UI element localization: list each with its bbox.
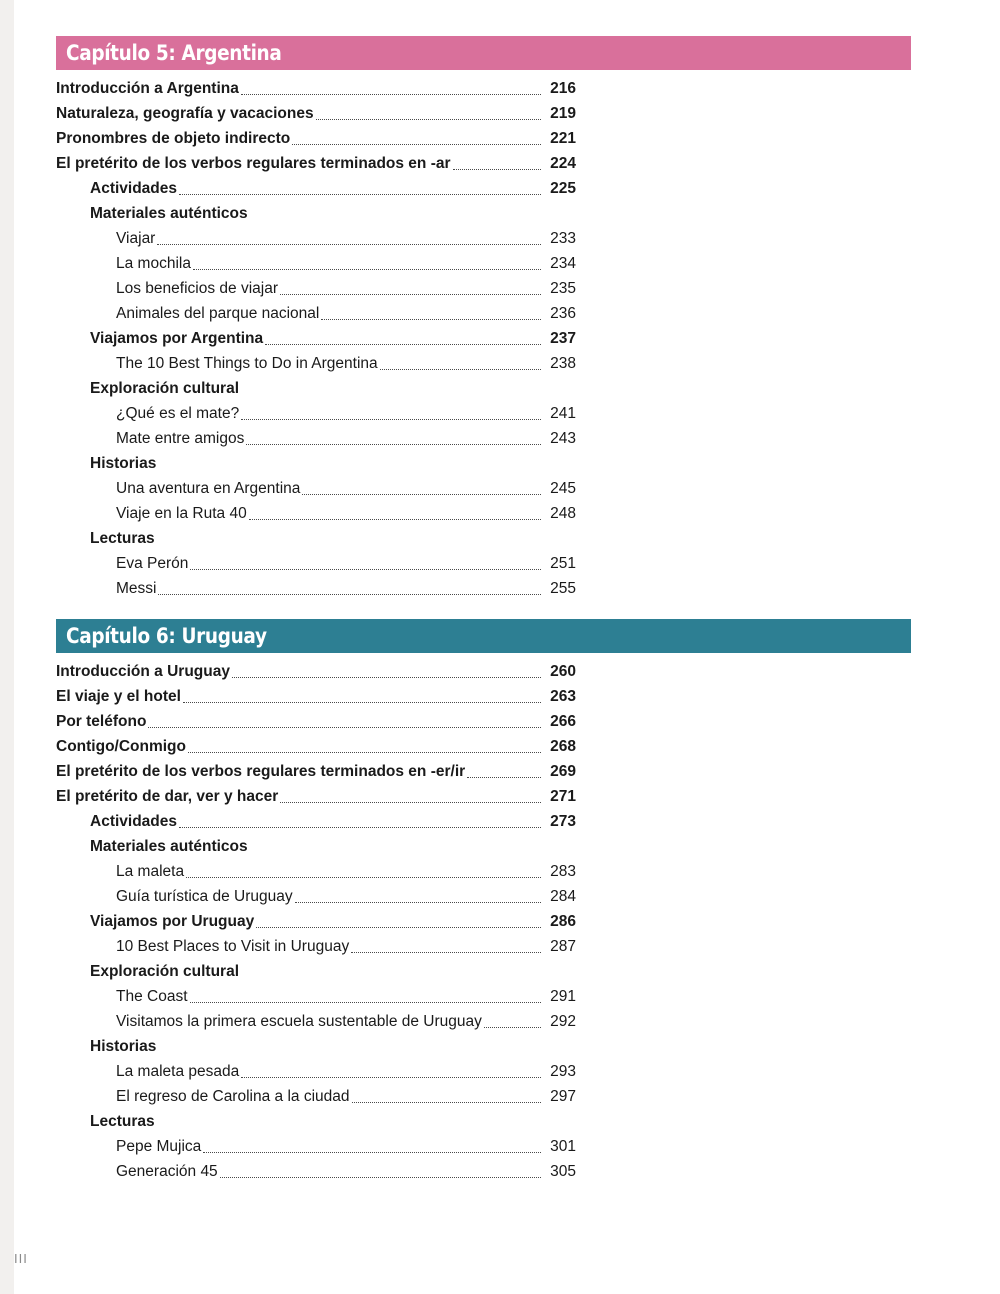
toc-leader-dots [241,1076,541,1078]
toc-entry-page-number: 237 [550,330,576,347]
toc-entry-label: Viajamos por Uruguay [90,913,255,930]
toc-entry-page-number: 284 [550,888,576,905]
toc-entry[interactable] [56,151,916,176]
toc-entry-row [56,76,576,101]
toc-entry-label: Mate entre amigos [116,430,245,447]
toc-entry-page-number: 216 [550,80,576,97]
toc-entry[interactable] [56,734,916,759]
toc-entry-row [116,551,576,576]
toc-entry-label: The 10 Best Things to Do in Argentina [116,355,378,372]
toc-entry-row [116,1009,576,1034]
toc-entry-page-number: 266 [550,713,576,730]
toc-entry-row [56,709,576,734]
toc-entry-list [56,76,916,601]
toc-entry[interactable] [56,959,916,984]
toc-entry-label: Guía turística de Uruguay [116,888,293,905]
toc-leader-dots [193,268,541,270]
toc-leader-dots [190,1001,541,1003]
toc-leader-dots [484,1026,541,1028]
toc-entry-row [56,126,576,151]
toc-entry[interactable] [56,1159,916,1184]
toc-entry[interactable] [56,476,916,501]
toc-entry[interactable] [56,1134,916,1159]
toc-leader-dots [316,118,541,120]
toc-entry-row [90,1109,576,1134]
toc-entry-page-number: 248 [550,505,576,522]
toc-entry[interactable] [56,884,916,909]
toc-entry-label: La maleta [116,863,185,880]
toc-entry-page-number: 225 [550,180,576,197]
chapter-section [56,36,916,601]
toc-entry-row [116,934,576,959]
toc-entry-row [116,1059,576,1084]
toc-entry-label: ¿Qué es el mate? [116,405,240,422]
toc-entry[interactable] [56,984,916,1009]
toc-leader-dots [292,143,541,145]
toc-entry-page-number: 293 [550,1063,576,1080]
chapter-title: Capítulo 6: Uruguay [66,624,267,648]
toc-entry-page-number: 301 [550,1138,576,1155]
toc-leader-dots [241,977,575,978]
toc-entry-row [90,909,576,934]
toc-entry-label: Contigo/Conmigo [56,738,186,755]
chapter-header [56,36,911,70]
toc-entry-page-number: 221 [550,130,576,147]
toc-entry-row [116,351,576,376]
toc-entry-label: Exploración cultural [90,380,240,397]
toc-entry[interactable] [56,784,916,809]
toc-entry-page-number: 224 [550,155,576,172]
toc-entry-row [90,526,576,551]
toc-entry[interactable] [56,126,916,151]
toc-leader-dots [241,394,575,395]
toc-entry-label: Pronombres de objeto indirecto [56,130,291,147]
toc-entry[interactable] [56,176,916,201]
toc-entry-row [56,684,576,709]
toc-entry-label: Por teléfono [56,713,147,730]
toc-entry-row [116,426,576,451]
toc-entry[interactable] [56,1009,916,1034]
toc-entry-label: Introducción a Argentina [56,80,239,97]
toc-entry[interactable] [56,809,916,834]
toc-leader-dots [256,926,541,928]
toc-entry-page-number: 263 [550,688,576,705]
toc-entry[interactable] [56,326,916,351]
toc-entry-label: Viajamos por Argentina [90,330,264,347]
toc-entry-label: El pretérito de dar, ver y hacer [56,788,279,805]
toc-entry-row [56,151,576,176]
toc-leader-dots [186,876,541,878]
toc-entry-label: 10 Best Places to Visit in Uruguay [116,938,350,955]
toc-entry-label: Visitamos la primera escuela sustentable de Uruguay [116,1013,482,1030]
toc-entry[interactable] [56,709,916,734]
toc-entry[interactable] [56,1059,916,1084]
toc-entry-label: Exploración cultural [90,963,240,980]
toc-leader-dots [157,1127,575,1128]
toc-entry-label: Actividades [90,813,178,830]
toc-leader-dots [188,751,541,753]
toc-leader-dots [249,518,541,520]
toc-entry-page-number: 297 [550,1088,576,1105]
toc-entry[interactable] [56,684,916,709]
toc-entry[interactable] [56,1034,916,1059]
toc-entry-row [116,276,576,301]
toc-leader-dots [467,776,541,778]
toc-entry[interactable] [56,426,916,451]
toc-entry-page-number: 241 [550,405,576,422]
toc-entry[interactable] [56,201,916,226]
toc-leader-dots [179,193,541,195]
toc-entry-page-number: 286 [550,913,576,930]
chapter-title: Capítulo 5: Argentina [66,41,282,65]
toc-entry-row [90,809,576,834]
toc-entry[interactable] [56,351,916,376]
toc-leader-dots [157,243,541,245]
toc-leader-dots [250,219,575,220]
toc-entry-label: Materiales auténticos [90,838,248,855]
toc-entry-row [116,984,576,1009]
toc-leader-dots [158,469,575,470]
toc-leader-dots [280,801,541,803]
toc-entry-page-number: 273 [550,813,576,830]
toc-entry-page-number: 292 [550,1013,576,1030]
toc-entry-page-number: 287 [550,938,576,955]
toc-entry-row [116,226,576,251]
toc-entry-label: Viajar [116,230,156,247]
toc-leader-dots [280,293,541,295]
toc-entry-row [116,476,576,501]
toc-leader-dots [183,701,541,703]
toc-entry-label: El viaje y el hotel [56,688,181,705]
toc-entry-row [116,1134,576,1159]
toc-entry-row [116,301,576,326]
toc-entry[interactable] [56,859,916,884]
toc-entry-label: La maleta pesada [116,1063,240,1080]
toc-entry[interactable] [56,551,916,576]
toc-entry-row [116,251,576,276]
toc-entry[interactable] [56,401,916,426]
toc-entry-page-number: 283 [550,863,576,880]
toc-leader-dots [302,493,541,495]
toc-entry-label: El regreso de Carolina a la ciudad [116,1088,350,1105]
toc-leader-dots [380,368,541,370]
toc-entry[interactable] [56,276,916,301]
toc-entry-label: Historias [90,455,157,472]
toc-entry[interactable] [56,834,916,859]
toc-entry-row [90,451,576,476]
toc-entry-page-number: 245 [550,480,576,497]
toc-entry-row [90,1034,576,1059]
toc-leader-dots [190,568,541,570]
page-left-margin-bar [0,0,14,1294]
toc-entry-row [90,176,576,201]
toc-entry[interactable] [56,101,916,126]
toc-entry[interactable] [56,576,916,601]
toc-entry-page-number: 255 [550,580,576,597]
toc-leader-dots [453,168,541,170]
toc-entry-row [90,326,576,351]
table-of-contents [56,36,916,1202]
toc-entry-page-number: 238 [550,355,576,372]
toc-leader-dots [158,1052,575,1053]
toc-entry-label: Messi [116,580,157,597]
toc-entry-label: Introducción a Uruguay [56,663,230,680]
toc-entry-label: Una aventura en Argentina [116,480,301,497]
toc-leader-dots [179,826,541,828]
toc-entry-label: Lecturas [90,1113,155,1130]
toc-entry-row [116,501,576,526]
toc-leader-dots [295,901,541,903]
toc-entry[interactable] [56,909,916,934]
toc-entry[interactable] [56,759,916,784]
toc-entry-page-number: 234 [550,255,576,272]
toc-entry-row [116,859,576,884]
toc-entry-label: Materiales auténticos [90,205,248,222]
toc-leader-dots [250,852,575,853]
toc-entry[interactable] [56,376,916,401]
toc-entry-page-number: 268 [550,738,576,755]
toc-entry-label: Animales del parque nacional [116,305,320,322]
toc-entry-row [56,101,576,126]
toc-entry-label: Generación 45 [116,1163,218,1180]
toc-entry[interactable] [56,934,916,959]
toc-entry-label: El pretérito de los verbos regulares terminados en -ar [56,155,451,172]
toc-entry-page-number: 271 [550,788,576,805]
toc-entry-page-number: 219 [550,105,576,122]
toc-entry-page-number: 269 [550,763,576,780]
toc-leader-dots [352,1101,542,1103]
toc-entry-page-number: 235 [550,280,576,297]
toc-entry-row [56,734,576,759]
toc-entry-page-number: 260 [550,663,576,680]
toc-entry-label: Naturaleza, geografía y vacaciones [56,105,314,122]
toc-entry[interactable] [56,301,916,326]
toc-entry-list [56,659,916,1184]
toc-entry-row [116,1084,576,1109]
toc-entry-row [56,759,576,784]
toc-leader-dots [220,1176,541,1178]
toc-entry-label: Historias [90,1038,157,1055]
toc-leader-dots [203,1151,541,1153]
toc-leader-dots [157,544,575,545]
toc-entry-row [116,576,576,601]
toc-entry-row [90,376,576,401]
toc-entry-row [116,1159,576,1184]
toc-entry[interactable] [56,226,916,251]
toc-entry-label: Lecturas [90,530,155,547]
toc-entry-row [90,834,576,859]
toc-entry[interactable] [56,659,916,684]
toc-entry-label: Viaje en la Ruta 40 [116,505,247,522]
toc-entry-row [116,884,576,909]
toc-entry-page-number: 233 [550,230,576,247]
toc-entry[interactable] [56,251,916,276]
toc-leader-dots [351,951,541,953]
toc-leader-dots [232,676,541,678]
toc-entry-label: Actividades [90,180,178,197]
toc-entry[interactable] [56,451,916,476]
chapter-header [56,619,911,653]
toc-entry[interactable] [56,526,916,551]
toc-entry-page-number: 236 [550,305,576,322]
toc-entry[interactable] [56,501,916,526]
toc-entry[interactable] [56,1109,916,1134]
toc-entry-label: The Coast [116,988,188,1005]
toc-entry-page-number: 251 [550,555,576,572]
toc-entry-label: Eva Perón [116,555,189,572]
toc-entry-row [116,401,576,426]
toc-leader-dots [241,418,541,420]
toc-leader-dots [265,343,541,345]
toc-entry-row [90,959,576,984]
toc-entry-row [90,201,576,226]
toc-entry-row [56,784,576,809]
toc-entry-label: Los beneficios de viajar [116,280,278,297]
toc-entry-row [56,659,576,684]
toc-entry-page-number: 291 [550,988,576,1005]
toc-leader-dots [148,726,541,728]
toc-entry[interactable] [56,1084,916,1109]
toc-leader-dots [158,593,541,595]
toc-leader-dots [241,93,541,95]
toc-leader-dots [246,443,541,445]
toc-entry-label: La mochila [116,255,191,272]
chapter-section [56,619,916,1184]
toc-entry-page-number: 243 [550,430,576,447]
toc-entry[interactable] [56,76,916,101]
toc-leader-dots [321,318,541,320]
toc-entry-label: Pepe Mujica [116,1138,202,1155]
toc-entry-page-number: 305 [550,1163,576,1180]
toc-entry-label: El pretérito de los verbos regulares terminados en -er/ir [56,763,466,780]
page-number-footer: III [14,1251,28,1266]
